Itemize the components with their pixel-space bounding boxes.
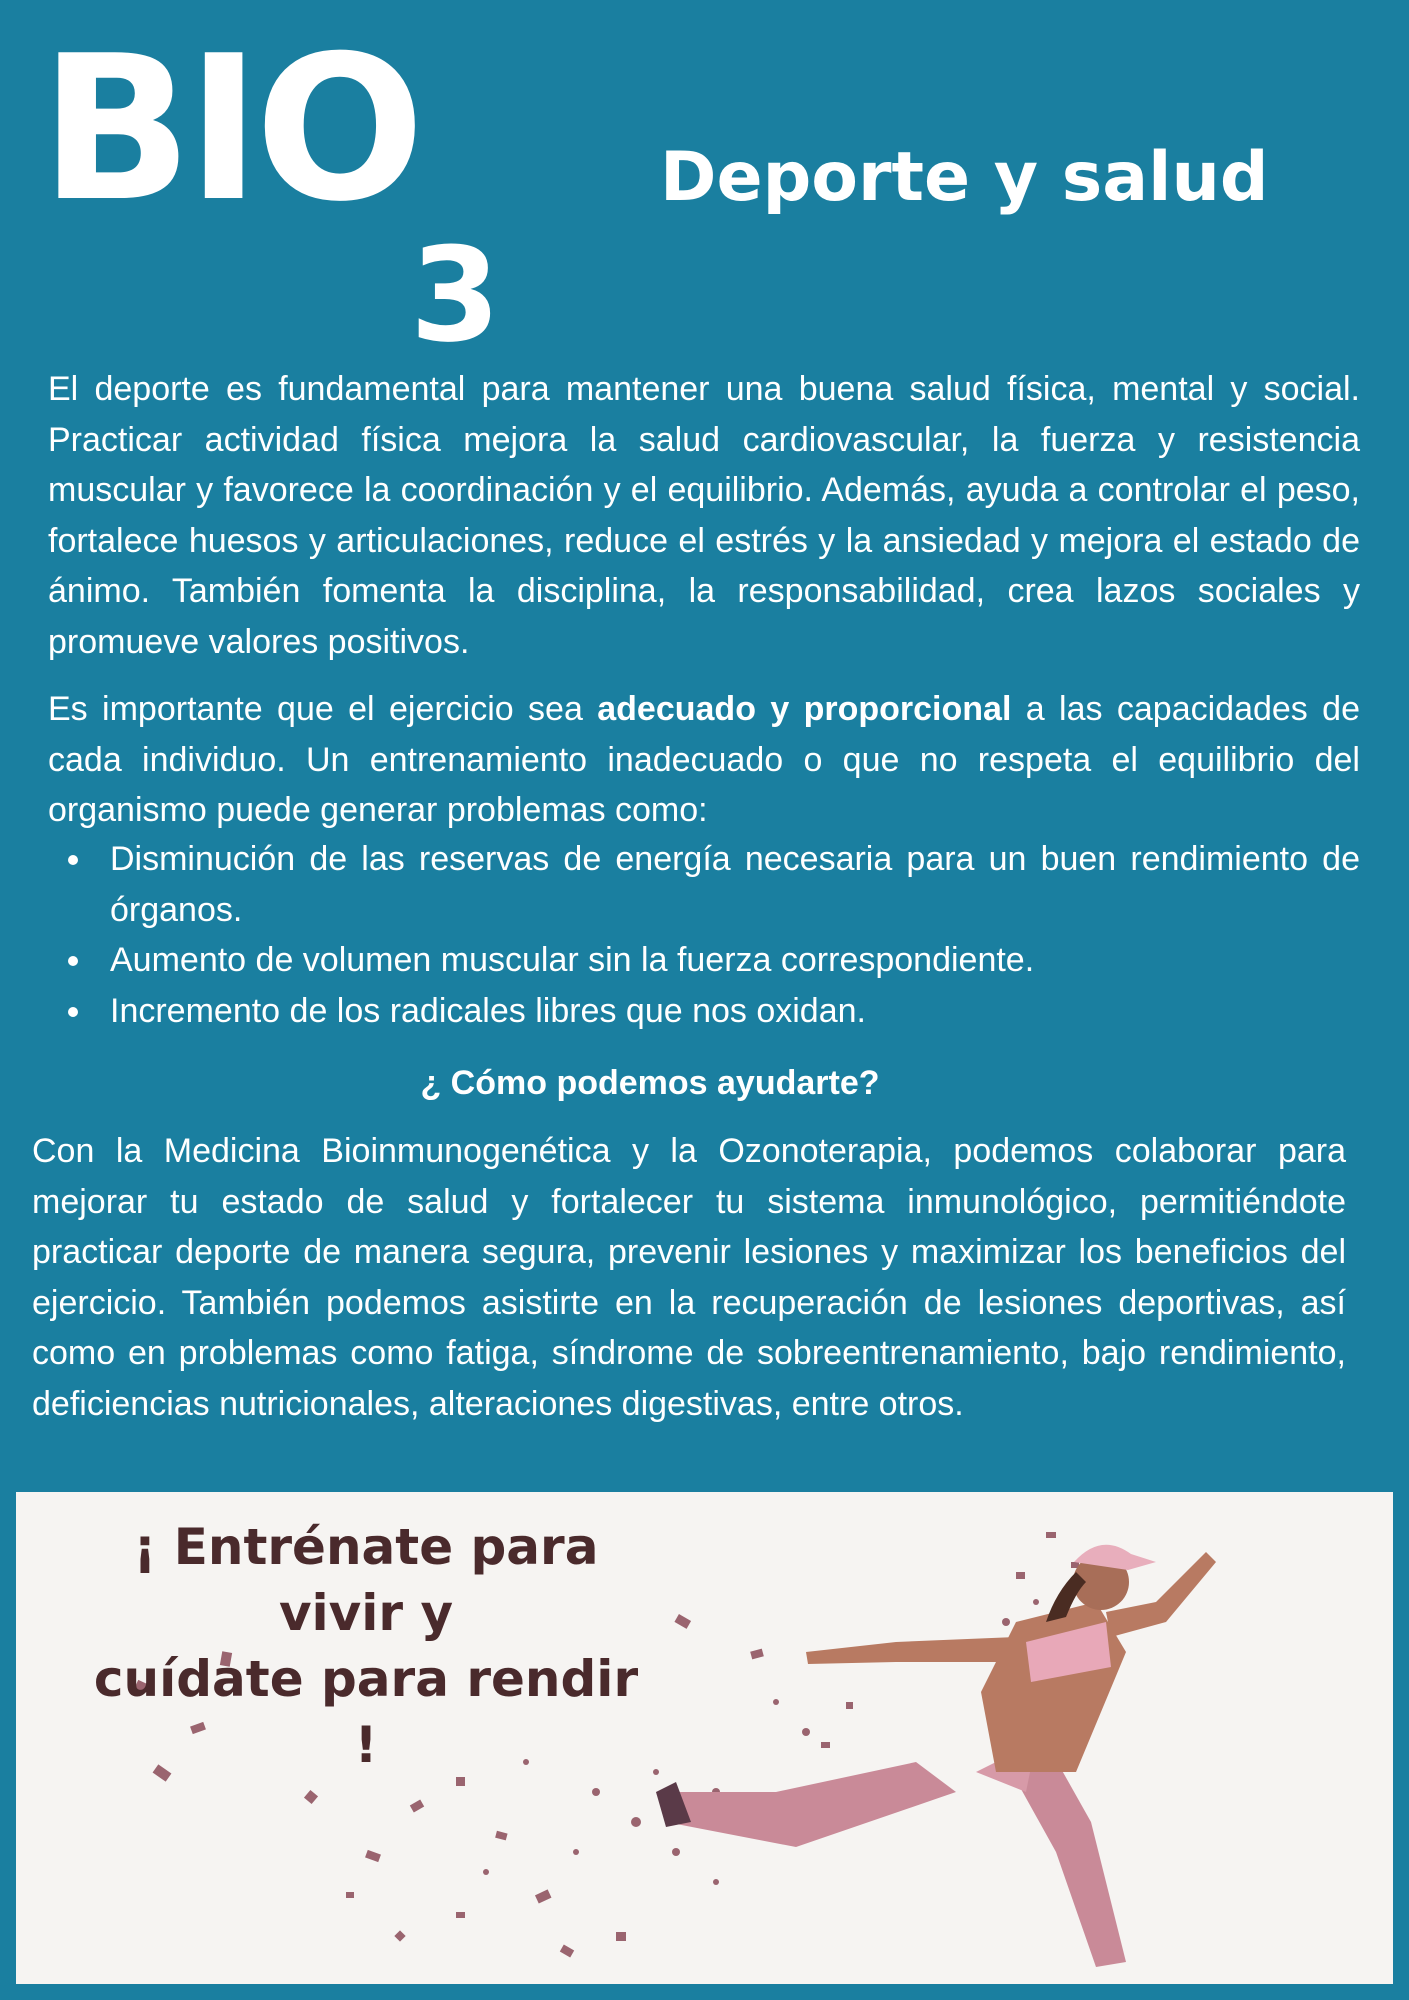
slogan	[86, 1514, 646, 1778]
logo-subscript: 3	[410, 219, 501, 371]
importance-text-after: a las capacidades de cada individuo. Un entrenamiento inadecuado o que no respeta el equilibrio del organismo puede generar problemas como:	[48, 690, 1360, 829]
importance-paragraph	[48, 684, 1360, 836]
list-item: Incremento de los radicales libres que nos oxidan.	[48, 986, 1360, 1037]
slogan-line-1: ¡ Entrénate para vivir y	[133, 1518, 599, 1642]
help-heading: ¿ Cómo podemos ayudarte?	[420, 1064, 880, 1102]
runner-back-leg	[656, 1762, 956, 1847]
page-title: Deporte y salud	[660, 138, 1269, 217]
list-item: Disminución de las reservas de energía necesaria para un buen rendimiento de órganos.	[48, 834, 1360, 935]
importance-emphasis: adecuado y proporcional	[597, 690, 1012, 728]
intro-paragraph: El deporte es fundamental para mantener una buena salud física, mental y social. Practicar actividad física mejora la salud cardiovascular, la fuerza y resistencia muscular y favorece la coordinación y el equilibrio. Además, ayuda a controlar el peso, fortalece huesos y articulaciones, reduce el estrés y la ansiedad y mejora el estado de ánimo. También fomenta la disciplina, la responsabilidad, crea lazos sociales y promueve valores positivos.	[48, 370, 1360, 661]
slogan-banner	[16, 1492, 1393, 1984]
list-item: Aumento de volumen muscular sin la fuerza correspondiente.	[48, 935, 1360, 986]
slogan-line-2: cuídate para rendir !	[93, 1650, 639, 1774]
help-paragraph: Con la Medicina Bioinmunogenética y la Ozonoterapia, podemos colaborar para mejorar tu estado de salud y fortalecer tu sistema inmunológico, permitiéndote practicar deporte de manera segura, prevenir lesiones y maximizar los beneficios del ejercicio. También podemos asistirte en la recuperación de lesiones deportivas, así como en problemas como fatiga, síndrome de sobreentrenamiento, bajo rendimiento, deficiencias nutricionales, alteraciones digestivas, entre otros.	[32, 1132, 1346, 1423]
logo-main-text: BIO	[40, 13, 419, 246]
importance-text-before: Es importante que el ejercicio sea	[48, 690, 598, 728]
problems-list	[48, 834, 1360, 1036]
runner-back-arm	[806, 1637, 1021, 1664]
